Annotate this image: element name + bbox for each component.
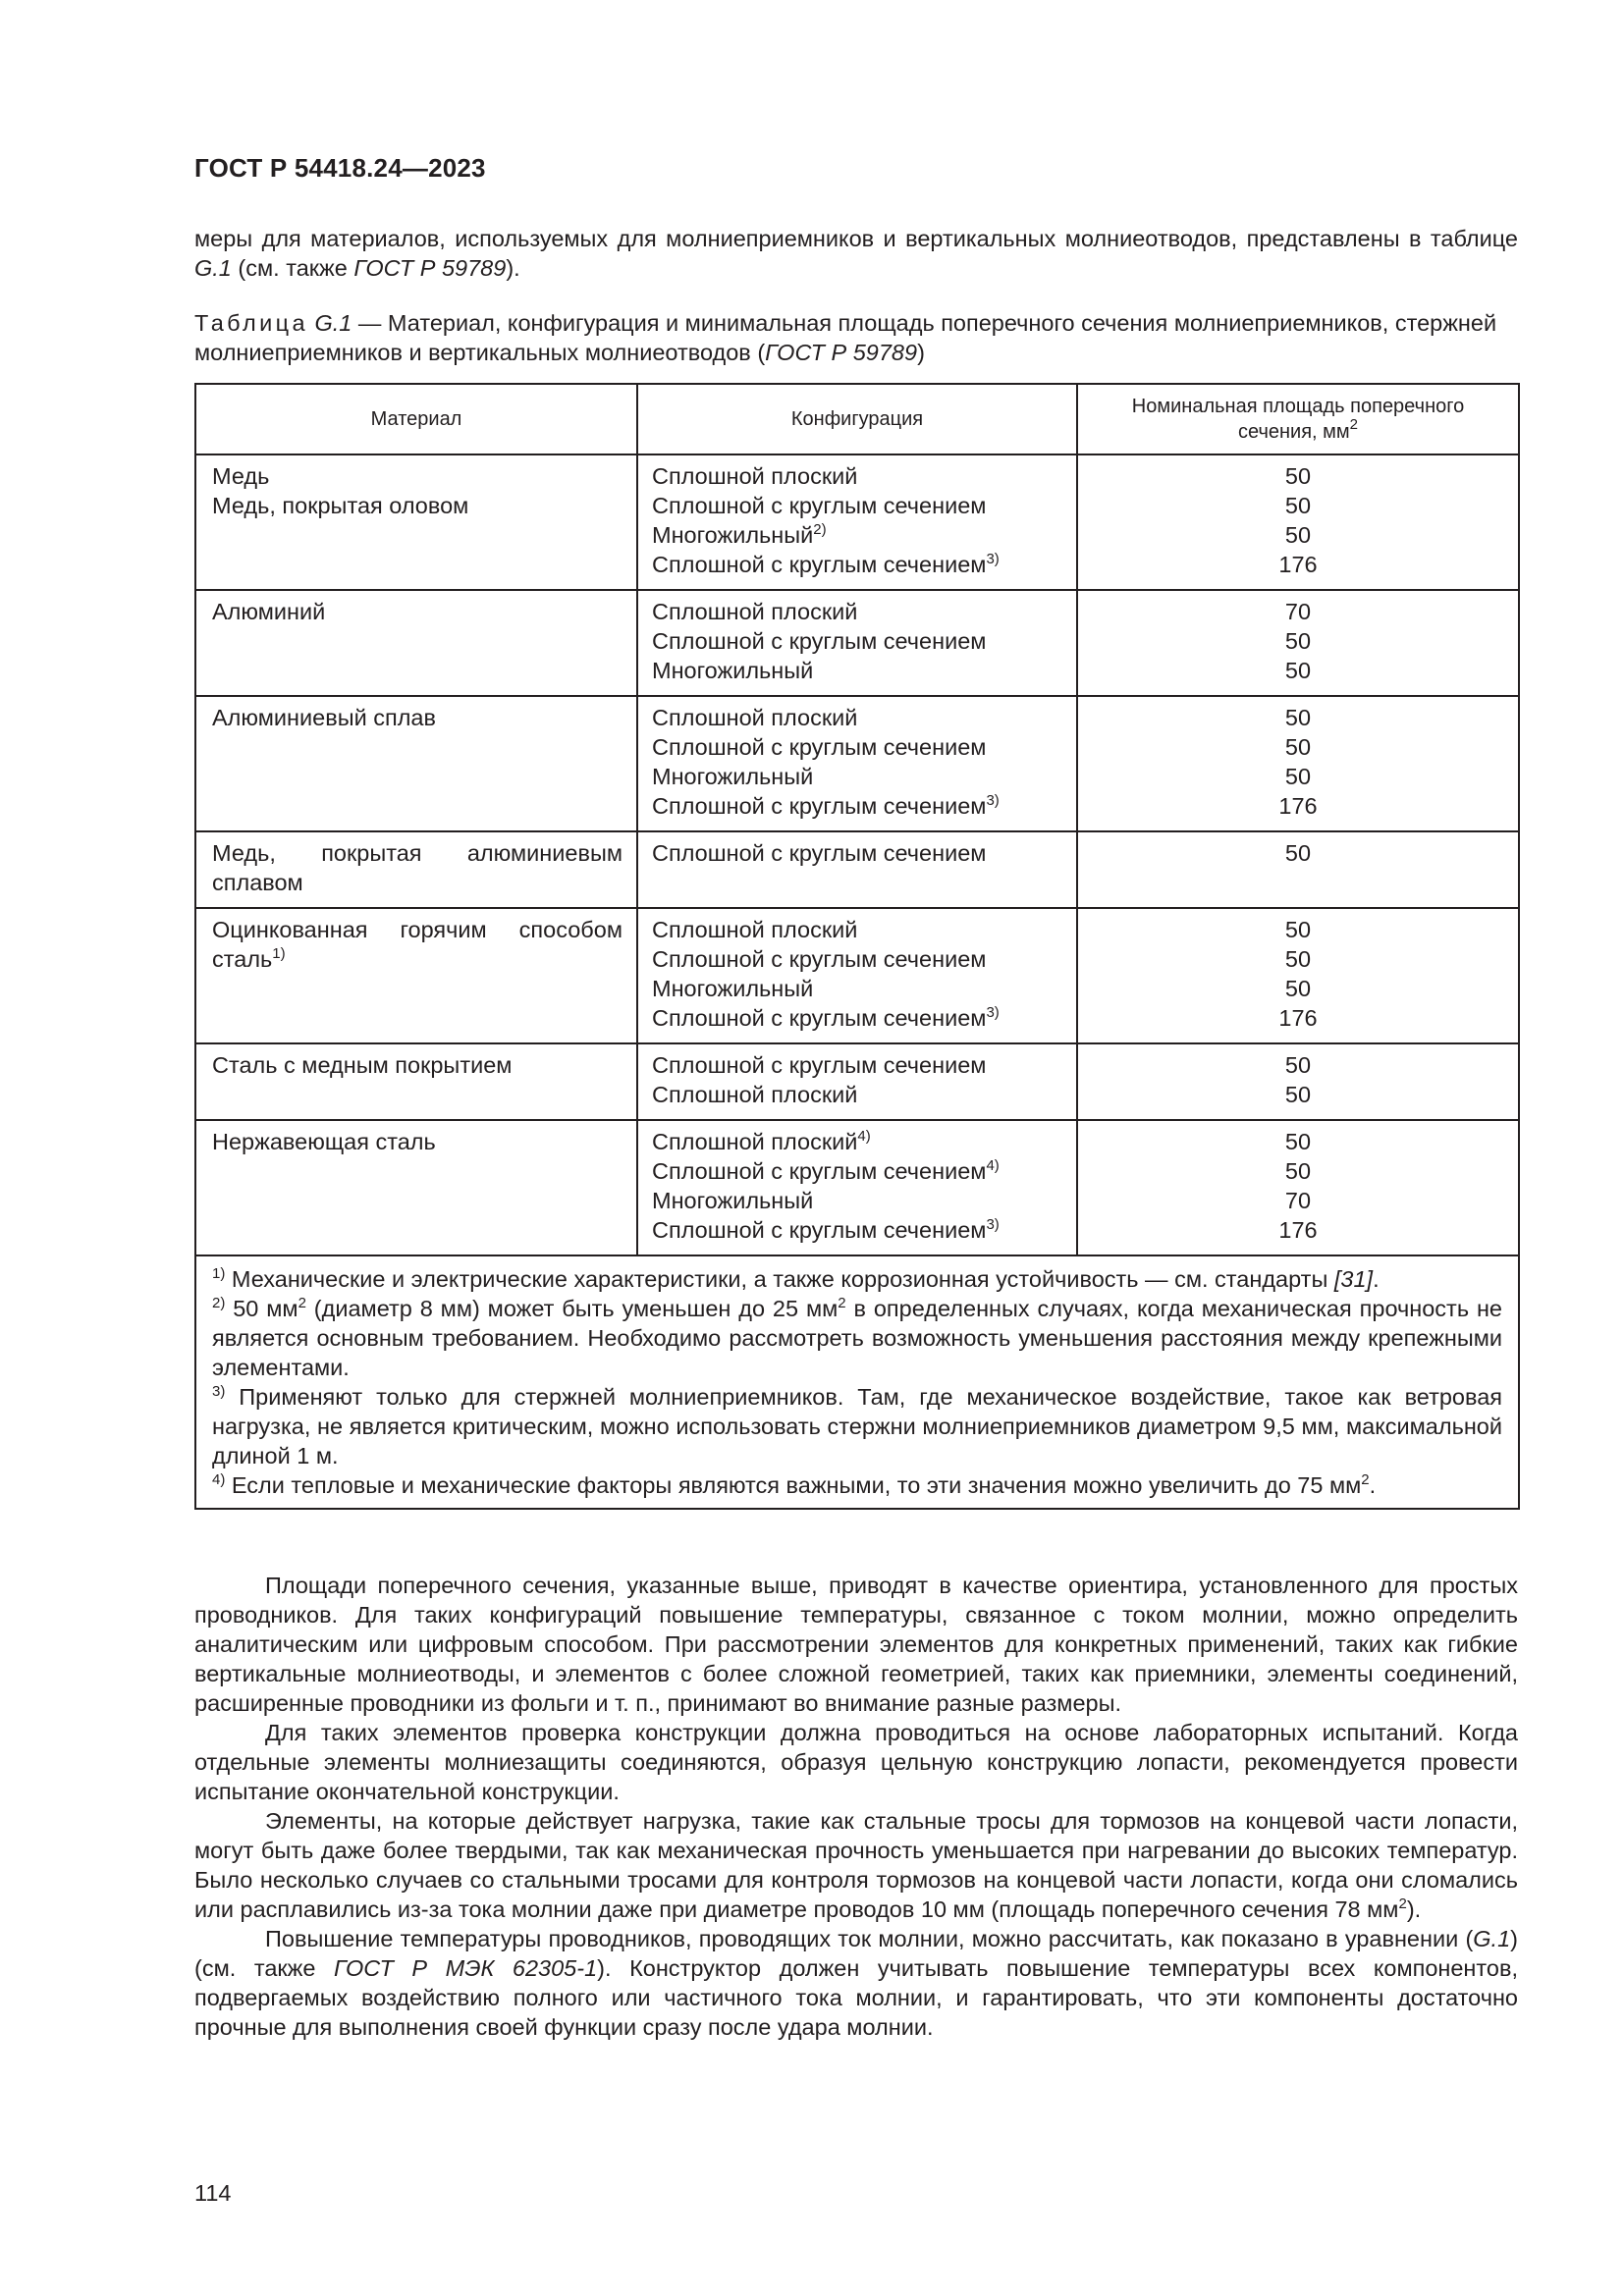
table-row xyxy=(195,696,1519,831)
table-caption xyxy=(194,308,1518,367)
configuration-line: Сплошной с круглым сечением xyxy=(652,946,987,972)
material-cell xyxy=(195,831,637,908)
superscript: 2 xyxy=(298,1295,306,1311)
material-cell xyxy=(195,908,637,1043)
standard-reference: ГОСТ Р 59789 xyxy=(353,255,507,281)
area-value: 50 xyxy=(1284,1052,1312,1078)
table-header-row xyxy=(195,384,1519,454)
material-cell xyxy=(195,1043,637,1120)
intro-text: (см. также xyxy=(231,255,354,281)
area-value: 50 xyxy=(1284,946,1312,972)
equation-reference: G.1 xyxy=(1473,1926,1511,1951)
configuration-line: Сплошной с круглым сечением$^{4)}$ xyxy=(652,1157,1000,1184)
table-row xyxy=(195,590,1519,696)
configuration-line: Сплошной с круглым сечением$^{3)}$ xyxy=(652,551,1000,577)
superscript: 2 xyxy=(1398,1896,1407,1912)
page-number: 114 xyxy=(194,2180,232,2206)
area-cell xyxy=(1077,590,1519,696)
area-value: 176 xyxy=(1278,1005,1318,1031)
material-line: Сталь с медным покрытием xyxy=(212,1052,513,1078)
material-line: сплавом xyxy=(212,870,303,895)
configuration-line: Сплошной с круглым сечением xyxy=(652,493,987,518)
configuration-cell xyxy=(637,590,1077,696)
footnote-mark: 1) xyxy=(272,945,286,962)
footnote-mark: 3) xyxy=(212,1383,226,1400)
area-value: 176 xyxy=(1278,793,1318,819)
area-value: 50 xyxy=(1284,840,1312,866)
configuration-line: Многожильный xyxy=(652,976,814,1001)
intro-text: меры для материалов, используемых для молниеприемников и вертикальных молниеотводов, представлены в таблице xyxy=(194,226,1518,251)
area-cell xyxy=(1077,1120,1519,1255)
configuration-line: Многожильный xyxy=(652,764,814,789)
configuration-line: Сплошной плоский xyxy=(652,917,858,942)
footnote-mark: 3) xyxy=(986,551,1000,567)
area-value: 50 xyxy=(1284,522,1312,548)
configuration-line: Сплошной плоский xyxy=(652,705,858,730)
intro-text: ). xyxy=(506,255,520,281)
configuration-line: Сплошной плоский xyxy=(652,599,858,624)
bibliography-reference: [31] xyxy=(1333,1266,1374,1292)
area-value: 50 xyxy=(1284,705,1312,730)
body-paragraph-1: Площади поперечного сечения, указанные выше, приводят в качестве ориентира, установленного для простых проводников. Для таких конфигураций повышение температуры, связанное с током молнии, можно определить аналитическим или цифровым способом. При рассмотрении элементов для конкретных применений, таких как гибкие вертикальные молниеотводы, и элементов с более сложной геометрией, таких как приемники, элементы соединений, расширенные проводники из фольги и т. п., принимают во внимание разные размеры. xyxy=(194,1573,1518,1716)
configuration-cell xyxy=(637,1043,1077,1120)
configuration-line: Сплошной с круглым сечением xyxy=(652,1052,987,1078)
area-value: 50 xyxy=(1284,463,1312,489)
table-row xyxy=(195,831,1519,908)
body-paragraph-2: Для таких элементов проверка конструкции должна проводиться на основе лабораторных испытаний. Когда отдельные элементы молниезащиты соединяются, образуя цельную конструкцию лопасти, рекомендуется провести испытание окончательной конструкции. xyxy=(194,1720,1518,1804)
body-text xyxy=(194,1571,1518,2042)
area-value: 50 xyxy=(1284,976,1312,1001)
material-cell xyxy=(195,454,637,590)
footnote-mark: 4) xyxy=(857,1128,871,1145)
footnote-mark: 3) xyxy=(986,1216,1000,1233)
area-value: 50 xyxy=(1284,764,1312,789)
area-value: 50 xyxy=(1284,917,1312,942)
footnote-mark: 2) xyxy=(813,521,827,538)
area-value: 50 xyxy=(1284,1158,1312,1184)
area-value: 50 xyxy=(1284,658,1312,683)
table-reference: G.1 xyxy=(194,255,232,281)
column-header-configuration: Конфигурация xyxy=(637,384,1077,454)
table-caption-text: — Материал, конфигурация и минимальная площадь поперечного сечения молниеприемников, стержней молниеприемников и вертикальных молниеотводов ( xyxy=(194,310,1497,365)
area-cell xyxy=(1077,454,1519,590)
configuration-cell xyxy=(637,831,1077,908)
material-line: Нержавеющая сталь xyxy=(212,1129,436,1154)
table-footnote-2: $^{2)}$ 50 $мм^2$ (диаметр 8 мм) может быть уменьшен до 25 $мм^2$ в определенных случаях, когда механическая прочность не является основным требованием. Необходимо рассмотреть возможность уменьшения расстояния между крепежными элементами. xyxy=(212,1295,1502,1380)
table-footnote-4: $^{4)}$ Если тепловые и механические факторы являются важными, то эти значения можно увеличить до 75 $мм^2$. xyxy=(212,1471,1377,1498)
configuration-line: Сплошной с круглым сечением$^{3)}$ xyxy=(652,792,1000,819)
column-header-area-text: Номинальная площадь поперечного сечения, мм xyxy=(1131,396,1465,443)
table-caption-text: ) xyxy=(917,340,925,365)
area-value: 50 xyxy=(1284,628,1312,654)
table-row xyxy=(195,908,1519,1043)
configuration-line: Многожильный$^{2)}$ xyxy=(652,521,827,548)
material-line: сталь$^{1)}$ xyxy=(212,945,286,972)
materials-table xyxy=(194,383,1520,1510)
area-value: 176 xyxy=(1278,552,1318,577)
footnote-mark: 3) xyxy=(986,792,1000,809)
material-cell xyxy=(195,590,637,696)
configuration-cell xyxy=(637,1120,1077,1255)
material-line: Медь xyxy=(212,463,270,489)
superscript: 2 xyxy=(838,1295,846,1311)
area-value: 50 xyxy=(1284,1082,1312,1107)
area-value: 70 xyxy=(1284,599,1312,624)
area-value: 70 xyxy=(1284,1188,1312,1213)
table-notes xyxy=(195,1255,1519,1509)
footnote-mark: 4) xyxy=(986,1157,1000,1174)
superscript: 2 xyxy=(1361,1471,1370,1488)
configuration-line: Сплошной с круглым сечением xyxy=(652,628,987,654)
configuration-line: Многожильный xyxy=(652,1188,814,1213)
document-header: ГОСТ Р 54418.24—2023 xyxy=(194,153,486,183)
material-line: Медь, покрытая алюминиевым xyxy=(212,840,623,866)
table-footnote-1: $^{1)}$ Механические и электрические характеристики, а также коррозионная устойчивость — см. стандарты [31]. xyxy=(212,1265,1380,1292)
footnote-mark: 3) xyxy=(986,1004,1000,1021)
table-row xyxy=(195,1120,1519,1255)
configuration-line: Сплошной с круглым сечением$^{3)}$ xyxy=(652,1216,1000,1243)
material-cell xyxy=(195,696,637,831)
area-value: 50 xyxy=(1284,734,1312,760)
table-caption-number: G.1 xyxy=(314,310,352,336)
intro-paragraph xyxy=(194,224,1518,283)
table-row xyxy=(195,454,1519,590)
column-header-area xyxy=(1077,384,1519,454)
footnote-mark: 1) xyxy=(212,1265,226,1282)
footnote-mark: 4) xyxy=(212,1471,226,1488)
body-paragraph-4: Повышение температуры проводников, проводящих ток молнии, можно рассчитать, как показано в уравнении (G.1) (см. также ГОСТ Р МЭК 62305-1). Конструктор должен учитывать повышение температуры всех компонентов, подвергаемых воздействию полного или частичного тока молнии, и гарантировать, что эти компоненты достаточно прочные для выполнения своей функции сразу после удара молнии. xyxy=(194,1926,1518,2040)
table-caption-word: Таблица xyxy=(194,310,308,336)
configuration-line: Многожильный xyxy=(652,658,814,683)
superscript: 2 xyxy=(1349,416,1358,433)
column-header-material: Материал xyxy=(195,384,637,454)
material-line: Оцинкованная горячим способом xyxy=(212,917,623,942)
configuration-line: Сплошной плоский xyxy=(652,463,858,489)
area-value: 50 xyxy=(1284,1129,1312,1154)
material-line: Медь, покрытая оловом xyxy=(212,493,469,518)
area-cell xyxy=(1077,831,1519,908)
area-cell xyxy=(1077,1043,1519,1120)
footnote-mark: 2) xyxy=(212,1295,226,1311)
configuration-line: Сплошной плоский$^{4)}$ xyxy=(652,1128,871,1154)
area-cell xyxy=(1077,908,1519,1043)
material-cell xyxy=(195,1120,637,1255)
area-cell xyxy=(1077,696,1519,831)
configuration-line: Сплошной с круглым сечением$^{3)}$ xyxy=(652,1004,1000,1031)
material-line: Алюминий xyxy=(212,599,326,624)
configuration-line: Сплошной с круглым сечением xyxy=(652,840,987,866)
configuration-line: Сплошной плоский xyxy=(652,1082,858,1107)
area-value: 176 xyxy=(1278,1217,1318,1243)
area-value: 50 xyxy=(1284,493,1312,518)
configuration-cell xyxy=(637,454,1077,590)
table-row xyxy=(195,1043,1519,1120)
material-line: Алюминиевый сплав xyxy=(212,705,436,730)
standard-reference: ГОСТ Р МЭК 62305-1 xyxy=(334,1955,598,1981)
standard-reference: ГОСТ Р 59789 xyxy=(765,340,918,365)
table-notes-row xyxy=(195,1255,1519,1509)
configuration-cell xyxy=(637,908,1077,1043)
table-footnote-3: $^{3)}$ Применяют только для стержней молниеприемников. Там, где механическое воздействие, такое как ветровая нагрузка, не является критическим, можно использовать стержни молниеприемников диаметром 9,5 мм, максимальной длиной 1 м. xyxy=(212,1383,1502,1468)
configuration-line: Сплошной с круглым сечением xyxy=(652,734,987,760)
body-paragraph-3: Элементы, на которые действует нагрузка, такие как стальные тросы для тормозов на концевой части лопасти, могут быть даже более твердыми, так как механическая прочность уменьшается при нагревании до высоких температур. Было несколько случаев со стальными тросами для контроля тормозов на концевой части лопасти, когда они сломались или расплавились из-за тока молнии даже при диаметре проводов 10 мм (площадь поперечного сечения 78 $мм^2$). xyxy=(194,1808,1518,1922)
configuration-cell xyxy=(637,696,1077,831)
